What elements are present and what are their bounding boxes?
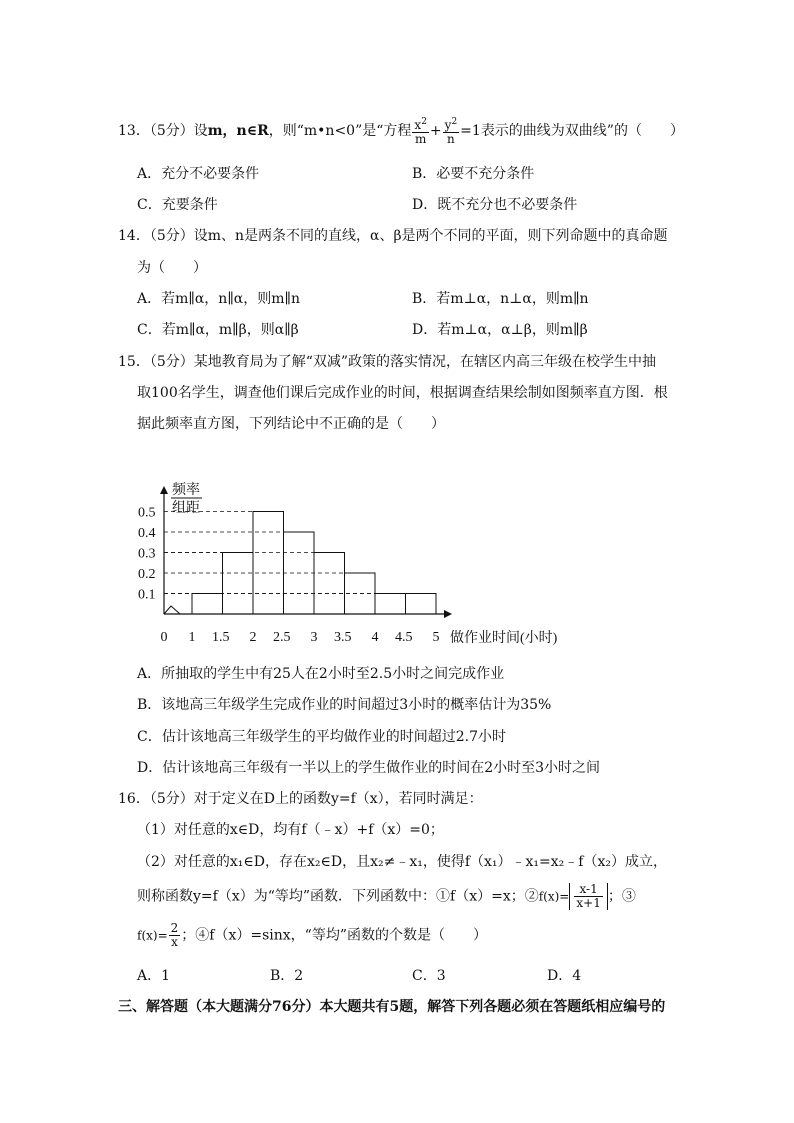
x-tick-label: 1: [188, 630, 196, 645]
q13-fraction-y: $\frac{y^2}{n}$: [444, 117, 458, 146]
histogram-bar: [192, 594, 223, 615]
q14-stem-line1: 14．（5分）设m、n是两条不同的直线，α、β是两个不同的平面，则下列命题中的真命题: [118, 228, 668, 244]
x-tick-label: 2: [249, 630, 257, 645]
q16-option-d[interactable]: D．4: [547, 968, 582, 984]
q14-option-a[interactable]: A．若m∥α，n∥α，则m∥n: [137, 291, 301, 307]
y-tick-label: 0.1: [138, 587, 156, 603]
q13-stem-mid: ，则“m•n<0”是“方程: [268, 123, 412, 139]
q15-option-a[interactable]: A．所抽取的学生中有25人在2小时至2.5小时之间完成作业: [137, 666, 505, 682]
q15-stem-line3: 据此频率直方图，下列结论中不正确的是（ ）: [137, 416, 445, 432]
q16-line4-post: ；③: [607, 888, 636, 905]
q16-f2-abs: $\frac{x-1}{x+1}$: [569, 883, 607, 910]
x-tick-label: 4: [371, 630, 379, 645]
q13-option-c[interactable]: C．充要条件: [137, 197, 218, 213]
x-axis-label: 做作业时间(小时): [450, 631, 558, 646]
x-tick-label: 2.5: [273, 630, 291, 645]
q16-option-c[interactable]: C．3: [412, 968, 446, 984]
q14-option-d[interactable]: D．若m⊥α，α⊥β，则m∥β: [412, 322, 588, 338]
q13-option-b[interactable]: B．必要不充分条件: [412, 166, 535, 182]
q15-stem-line1: 15．（5分）某地教育局为了解“双减”政策的落实情况，在辖区内高三年级在校学生中抽: [118, 354, 657, 370]
q13-stem: [118, 116, 684, 146]
q16-f3-fraction: $\frac{2}{x}$: [170, 921, 179, 949]
q15-option-d[interactable]: D．估计该地高三年级有一半以上的学生做作业的时间在2小时至3小时之间: [137, 760, 601, 776]
q16-condition-2: （2）对任意的x₁∈D，存在x₂∈D，且x₂≠﹣x₁，使得f（x₁）﹣x₁=x₂﹣f（x₂）成立，: [137, 854, 667, 870]
q16-condition-1: （1）对任意的x∈D，均有f（﹣x）+f（x）=0；: [137, 822, 444, 838]
q16-stem-line4: [137, 883, 636, 910]
section3-heading: 三、解答题（本大题满分76分）本大题共有5题，解答下列各题必须在答题纸相应编号的: [118, 999, 666, 1015]
x-tick-label: 0: [160, 630, 168, 645]
q16-f2-lhs: f(x)=: [538, 889, 570, 904]
q15-stem-line2: 取100名学生，调查他们课后完成作业的时间，根据调查结果绘制如图频率直方图．根: [137, 385, 668, 401]
q14-option-b[interactable]: B．若m⊥α，n⊥α，则m∥n: [412, 291, 589, 307]
histogram-bar: [253, 512, 284, 615]
x-tick-label: 1.5: [212, 630, 230, 645]
q16-option-b[interactable]: B．2: [270, 968, 304, 984]
y-label-bottom: 组距: [172, 501, 200, 516]
x-tick-label: 4.5: [395, 630, 413, 645]
y-tick-label: 0.4: [138, 526, 156, 541]
q13-fraction-x: $\frac{x^2}{m}$: [414, 117, 427, 146]
q15-option-c[interactable]: C．估计该地高三年级学生的平均做作业的时间超过2.7小时: [137, 729, 506, 745]
histogram-bar: [223, 553, 254, 615]
histogram-bar: [406, 594, 437, 615]
q15-option-b[interactable]: B．该地高三年级学生完成作业的时间超过3小时的概率估计为35%: [137, 697, 552, 713]
y-label-top: 频率: [172, 483, 200, 498]
q16-line4-prefix: 则称函数y=f（x）为“等均”函数．下列函数中：①f（x）=x；②: [137, 888, 539, 905]
x-tick-label: 5: [432, 630, 440, 645]
q13-eq-one: =1: [460, 123, 481, 139]
y-tick-label: 0.5: [138, 505, 156, 521]
q13-option-a[interactable]: A．充分不必要条件: [137, 166, 260, 182]
q14-stem-line2: 为（ ）: [137, 260, 207, 276]
histogram-bar: [314, 553, 345, 615]
q13-option-d[interactable]: D．既不充分也不必要条件: [412, 197, 578, 213]
x-tick-label: 3: [310, 630, 318, 645]
q16-stem-line1: 16．（5分）对于定义在D上的函数y=f（x），若同时满足：: [118, 791, 483, 807]
x-tick-label: 3.5: [334, 630, 352, 645]
axis-break: [164, 606, 180, 614]
q16-option-a[interactable]: A．1: [137, 968, 171, 984]
q13-vars: m，n∈R: [207, 123, 269, 139]
q16-stem-line5: [137, 922, 487, 949]
q13-stem-prefix: 13．（5分）设: [118, 123, 208, 139]
q16-line5-post: ；④f（x）=sinx，“等均”函数的个数是（ ）: [181, 927, 487, 944]
q14-option-c[interactable]: C．若m∥α，m∥β，则α∥β: [137, 322, 299, 338]
y-tick-label: 0.3: [138, 546, 156, 562]
y-tick-label: 0.2: [138, 567, 156, 582]
q13-plus: +: [429, 123, 442, 139]
q16-f3-lhs: f(x)=: [137, 928, 168, 943]
q13-stem-post: 表示的曲线为双曲线”的（ ）: [480, 123, 684, 139]
frequency-histogram: [128, 478, 568, 658]
histogram-bar: [375, 594, 406, 615]
